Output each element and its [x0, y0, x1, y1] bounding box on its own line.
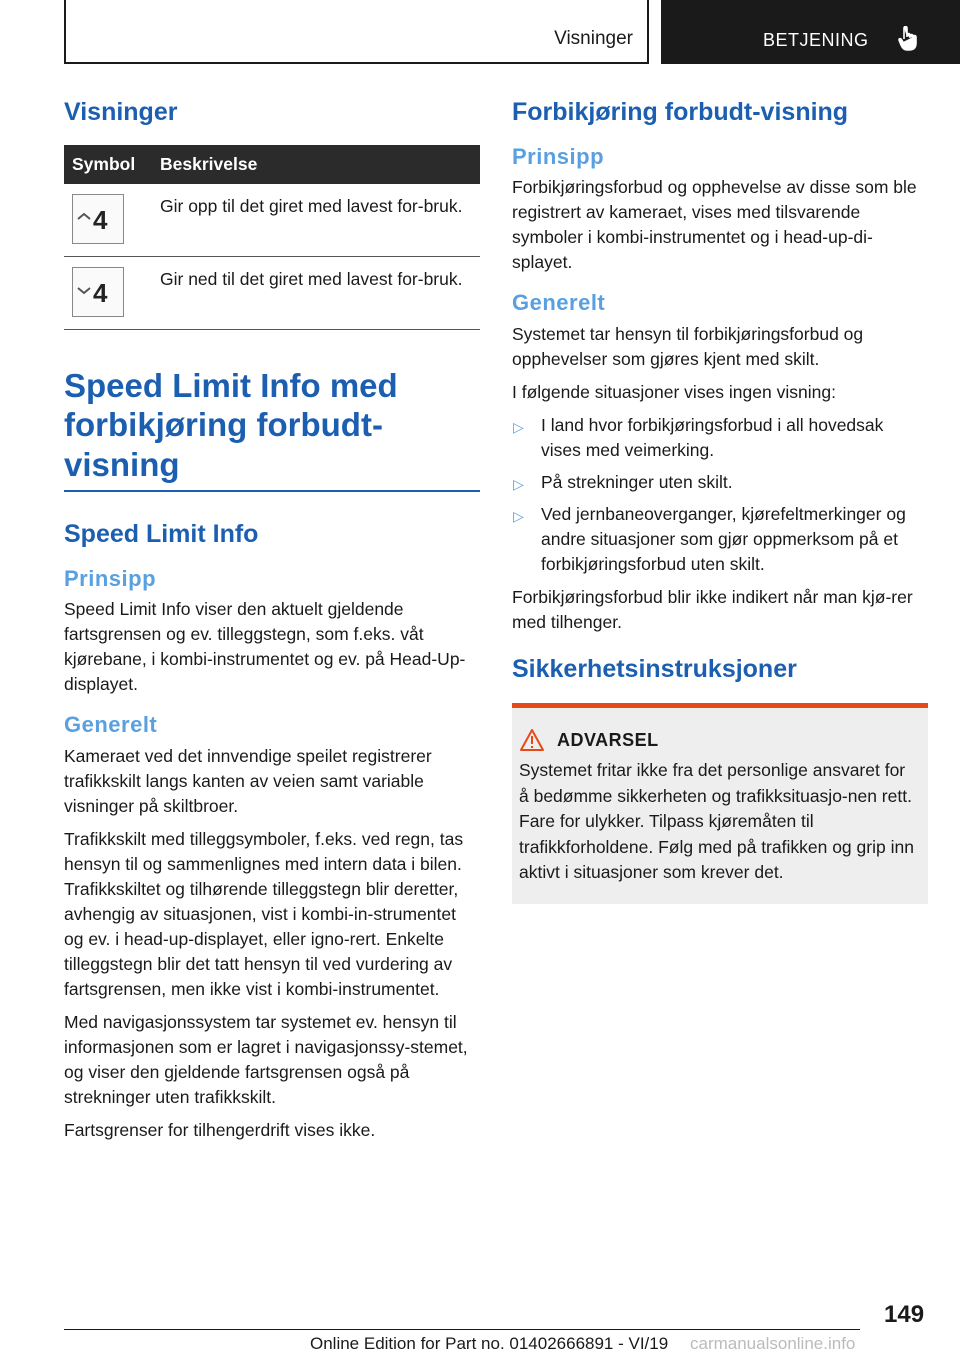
svg-text:4: 4	[93, 277, 108, 306]
generelt-paragraph-1: Kameraet ved det innvendige speilet registrerer trafikkskilt langs kanten av veien samt variable visninger på skiltbroer.	[64, 745, 432, 816]
row-description: Gir ned til det giret med lavest for-bruk.	[152, 256, 480, 329]
list-item: ▷ I land hvor forbikjøringsforbud i all hovedsak vises med veimerking.	[513, 414, 884, 460]
situation-list	[512, 413, 928, 577]
right-column	[512, 96, 928, 904]
generelt-heading: Generelt	[64, 712, 158, 738]
gear-up-4-icon	[72, 194, 124, 244]
warning-triangle-icon	[519, 728, 545, 752]
prinsipp-text: Forbikjøringsforbud og opphevelse av disse som ble registrert av kameraet, vises med tilsvarende symboler i kombi-instrumentet og i head-up-di-splayet.	[512, 177, 917, 273]
table-header-symbol: Symbol	[64, 145, 152, 184]
forbikjoring-heading: Forbikjøring forbudt-visning	[512, 98, 849, 126]
triangle-bullet-icon: ▷	[513, 418, 524, 435]
list-item: ▷ På strekninger uten skilt.	[512, 470, 928, 495]
triangle-bullet-icon: ▷	[513, 475, 524, 492]
svg-text:4: 4	[93, 204, 108, 233]
sikkerhet-heading: Sikkerhetsinstruksjoner	[512, 654, 797, 683]
header-section-box	[661, 0, 960, 64]
speed-limit-info-heading: Speed Limit Info	[64, 520, 259, 549]
prinsipp-text: Speed Limit Info viser den aktuelt gjeldende fartsgrensen og ev. tilleggstegn, som f.eks. våt kjørebane, i kombi-instrumentet og ev. på Head-Up-displayet.	[64, 599, 466, 695]
table-row	[64, 184, 480, 257]
generelt-heading: Generelt	[512, 290, 606, 316]
chapter-title: Speed Limit Info med forbikjøring forbudt-visning	[64, 366, 480, 493]
prinsipp-heading: Prinsipp	[64, 565, 157, 591]
warning-text: Systemet fritar ikke fra det personlige ansvaret for å bedømme sikkerheten og trafikksituasjo-nen rett. Fare for ulykker. Tilpass kjøremåten til trafikkforholdene. Følg med på trafikken og grip inn aktivt i situasjoner som krever det.	[519, 760, 914, 883]
warning-title: ADVARSEL	[557, 729, 659, 750]
generelt-paragraph-3: Forbikjøringsforbud blir ikke indikert når man kjø-rer med tilhenger.	[512, 586, 913, 632]
gear-down-4-icon	[72, 267, 124, 317]
generelt-paragraph-2: I følgende situasjoner vises ingen visning:	[512, 381, 836, 402]
warning-box	[512, 703, 928, 904]
footer-divider	[64, 1329, 860, 1330]
header-title: Visninger	[554, 28, 633, 49]
generelt-paragraph-3: Med navigasjonssystem tar systemet ev. hensyn til informasjonen som er lagret i navigasjonssy-stemet, og viser den gjeldende fartsgrensen også på strekninger uten trafikkskilt.	[64, 1011, 468, 1107]
page-number: 149	[884, 1301, 925, 1328]
table-header-description: Beskrivelse	[152, 145, 480, 184]
generelt-paragraph-2: Trafikkskilt med tilleggsymboler, f.eks. ved regn, tas hensyn til og sammenlignes med intern data i bilen. Trafikkskiltet og tilhørende tilleggstegn blir deretter, avhengig av situasjonen, vist i kombi-in-strumentet og ev. i head-up-displayet, eller igno-rert. Enkelte tilleggstegn blir det tatt hensyn til ved vurdering av fartsgrensen, men ikke vist i kombi-instrumentet.	[64, 828, 464, 999]
symbol-table	[64, 145, 480, 330]
header-left-box	[64, 0, 649, 64]
prinsipp-heading: Prinsipp	[512, 143, 605, 169]
generelt-paragraph-1: Systemet tar hensyn til forbikjøringsforbud og opphevelser som gjøres kjent med skilt.	[512, 323, 864, 369]
generelt-paragraph-4: Fartsgrenser for tilhengerdrift vises ikke.	[64, 1119, 376, 1140]
hand-pointer-icon	[897, 26, 919, 52]
left-column	[64, 96, 480, 1151]
footer-edition: Online Edition for Part no. 01402666891 - VI/19	[310, 1334, 669, 1353]
footer-watermark: carmanualsonline.info	[690, 1334, 856, 1353]
row-description: Gir opp til det giret med lavest for-bruk.	[152, 184, 480, 257]
list-item: ▷ Ved jernbaneoverganger, kjørefeltmerkinger og andre situasjoner som gjør oppmerksom på et forbikjøringsforbud uten skilt.	[513, 503, 906, 574]
header-section-label: BETJENING	[763, 30, 869, 50]
triangle-bullet-icon: ▷	[513, 507, 524, 524]
table-row	[64, 256, 480, 329]
visninger-heading: Visninger	[64, 98, 178, 126]
